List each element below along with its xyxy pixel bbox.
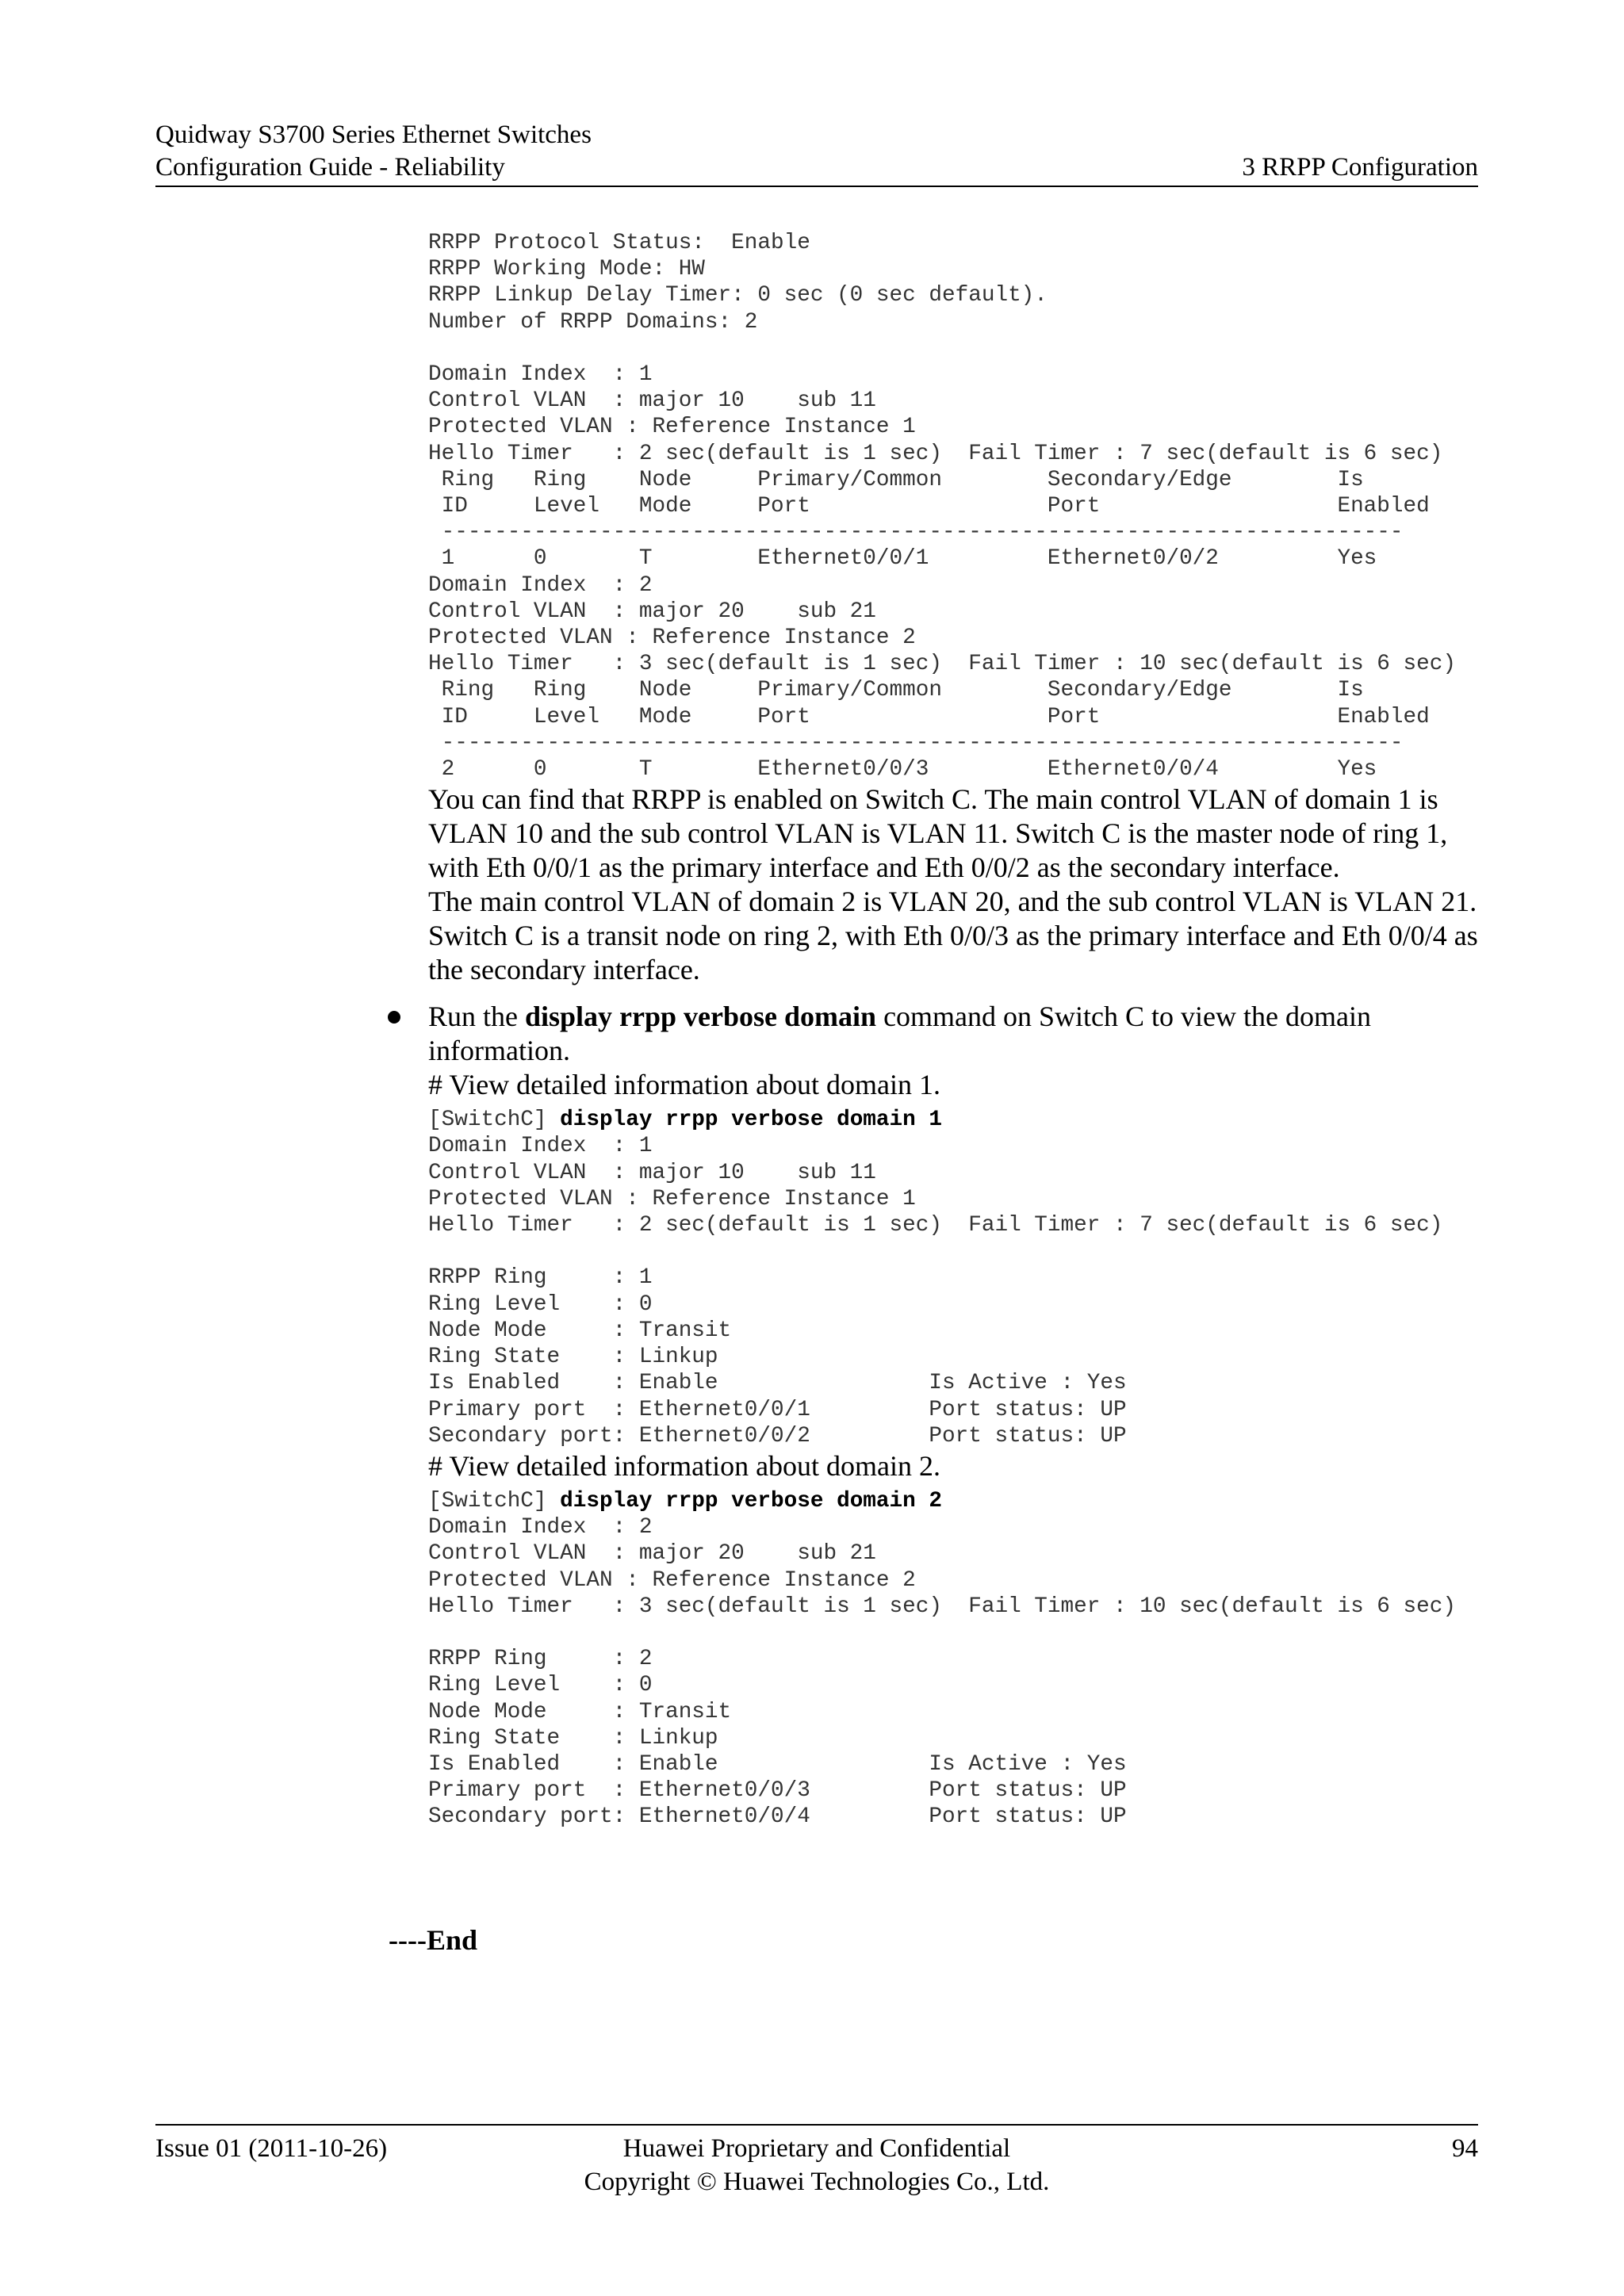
page-footer: [155, 2124, 1478, 2197]
footer-issue: Issue 01 (2011-10-26): [155, 2134, 388, 2163]
bullet-prefix: Run the: [428, 1001, 525, 1033]
bullet-suffix: command on Switch C to view the domain information.: [428, 1001, 1371, 1067]
step-caption-domain-1: # View detailed information about domain 1.: [428, 1069, 941, 1101]
command-prompt: [SwitchC]: [428, 1488, 561, 1513]
main-content: [428, 230, 1483, 1831]
code-block-domain-1: Domain Index : 1 Control VLAN : major 10 sub 11 Protected VLAN : Reference Instance 1 Hello Timer : 2 sec(default is 1 sec) Fail Timer : 7 sec(default is 6 sec) RRPP Ring : 1 Ring Level : 0 Node Mode : Transit Ring State : Linkup Is Enabled : Enable Is Active : Yes Primary port : Ethernet0/0/1 Port status: UP Secondary port: Ethernet0/0/2 Port status: UP: [428, 1134, 1443, 1448]
paragraph-domain-2: The main control VLAN of domain 2 is VLAN 20, and the sub control VLAN is VLAN 21. Switch C is a transit node on ring 2, with Eth 0/0/3 as the primary interface and Eth 0/0/4 as the secondary interface.: [428, 886, 1478, 986]
header-guide-title: Configuration Guide - Reliability: [155, 153, 505, 182]
bullet-item: [428, 1000, 1483, 1068]
command-text: display rrpp verbose domain 2: [560, 1488, 942, 1513]
footer-copyright: Copyright © Huawei Technologies Co., Ltd.: [584, 2168, 1050, 2196]
command-prompt: [SwitchC]: [428, 1108, 561, 1133]
paragraph-domain-1: You can find that RRPP is enabled on Switch C. The main control VLAN of domain 1 is VLAN 10 and the sub control VLAN is VLAN 11. Switch C is the master node of ring 1, with Eth 0/0/1 as the primary interface and Eth 0/0/2 as the secondary interface.: [428, 783, 1448, 884]
code-block-rrpp-brief: RRPP Protocol Status: Enable RRPP Working Mode: HW RRPP Linkup Delay Timer: 0 sec (0 sec default). Number of RRPP Domains: 2 Domain Index : 1 Control VLAN : major 10 sub 11 Protected VLAN : Reference Instance 1 Hello Timer : 2 sec(default is 1 sec) Fail Timer : 7 sec(default is 6 sec) Ring Ring Node Primary/Common Secondary/Edge Is ID Level Mode Port Port Enabled ------------------------------------------------------------------------- 1 0 T Ethernet0/0/1 Ethernet0/0/2 Yes Domain Index : 2 Control VLAN : major 20 sub 21 Protected VLAN : Reference Instance 2 Hello Timer : 3 sec(default is 1 sec) Fail Timer : 10 sec(default is 6 sec) Ring Ring Node Primary/Common Secondary/Edge Is ID Level Mode Port Port Enabled ------------------------------------------------------------------------- 2 0 T Ethernet0/0/3 Ethernet0/0/4 Yes: [428, 231, 1456, 783]
page-header: [155, 119, 1478, 187]
end-marker: ----End: [389, 1924, 478, 1956]
header-product-title: Quidway S3700 Series Ethernet Switches: [155, 121, 592, 149]
command-line-domain-1: [428, 1107, 1483, 1133]
step-caption-domain-2: # View detailed information about domain 2.: [428, 1449, 941, 1482]
command-line-domain-2: [428, 1488, 1483, 1514]
bullet-command: display rrpp verbose domain: [525, 1001, 877, 1033]
footer-page-number: 94: [1452, 2134, 1478, 2163]
footer-center: [155, 2132, 1478, 2198]
footer-confidential: Huawei Proprietary and Confidential: [622, 2134, 1011, 2163]
bullet-text: [428, 1000, 1483, 1068]
code-block-domain-2: Domain Index : 2 Control VLAN : major 20 sub 21 Protected VLAN : Reference Instance 2 Hello Timer : 3 sec(default is 1 sec) Fail Timer : 10 sec(default is 6 sec) RRPP Ring : 2 Ring Level : 0 Node Mode : Transit Ring State : Linkup Is Enabled : Enable Is Active : Yes Primary port : Ethernet0/0/3 Port status: UP Secondary port: Ethernet0/0/4 Port status: UP: [428, 1515, 1456, 1830]
header-section-title: 3 RRPP Configuration: [1242, 153, 1478, 182]
bullet-dot-icon: [388, 1011, 400, 1024]
command-text: display rrpp verbose domain 1: [560, 1108, 942, 1133]
